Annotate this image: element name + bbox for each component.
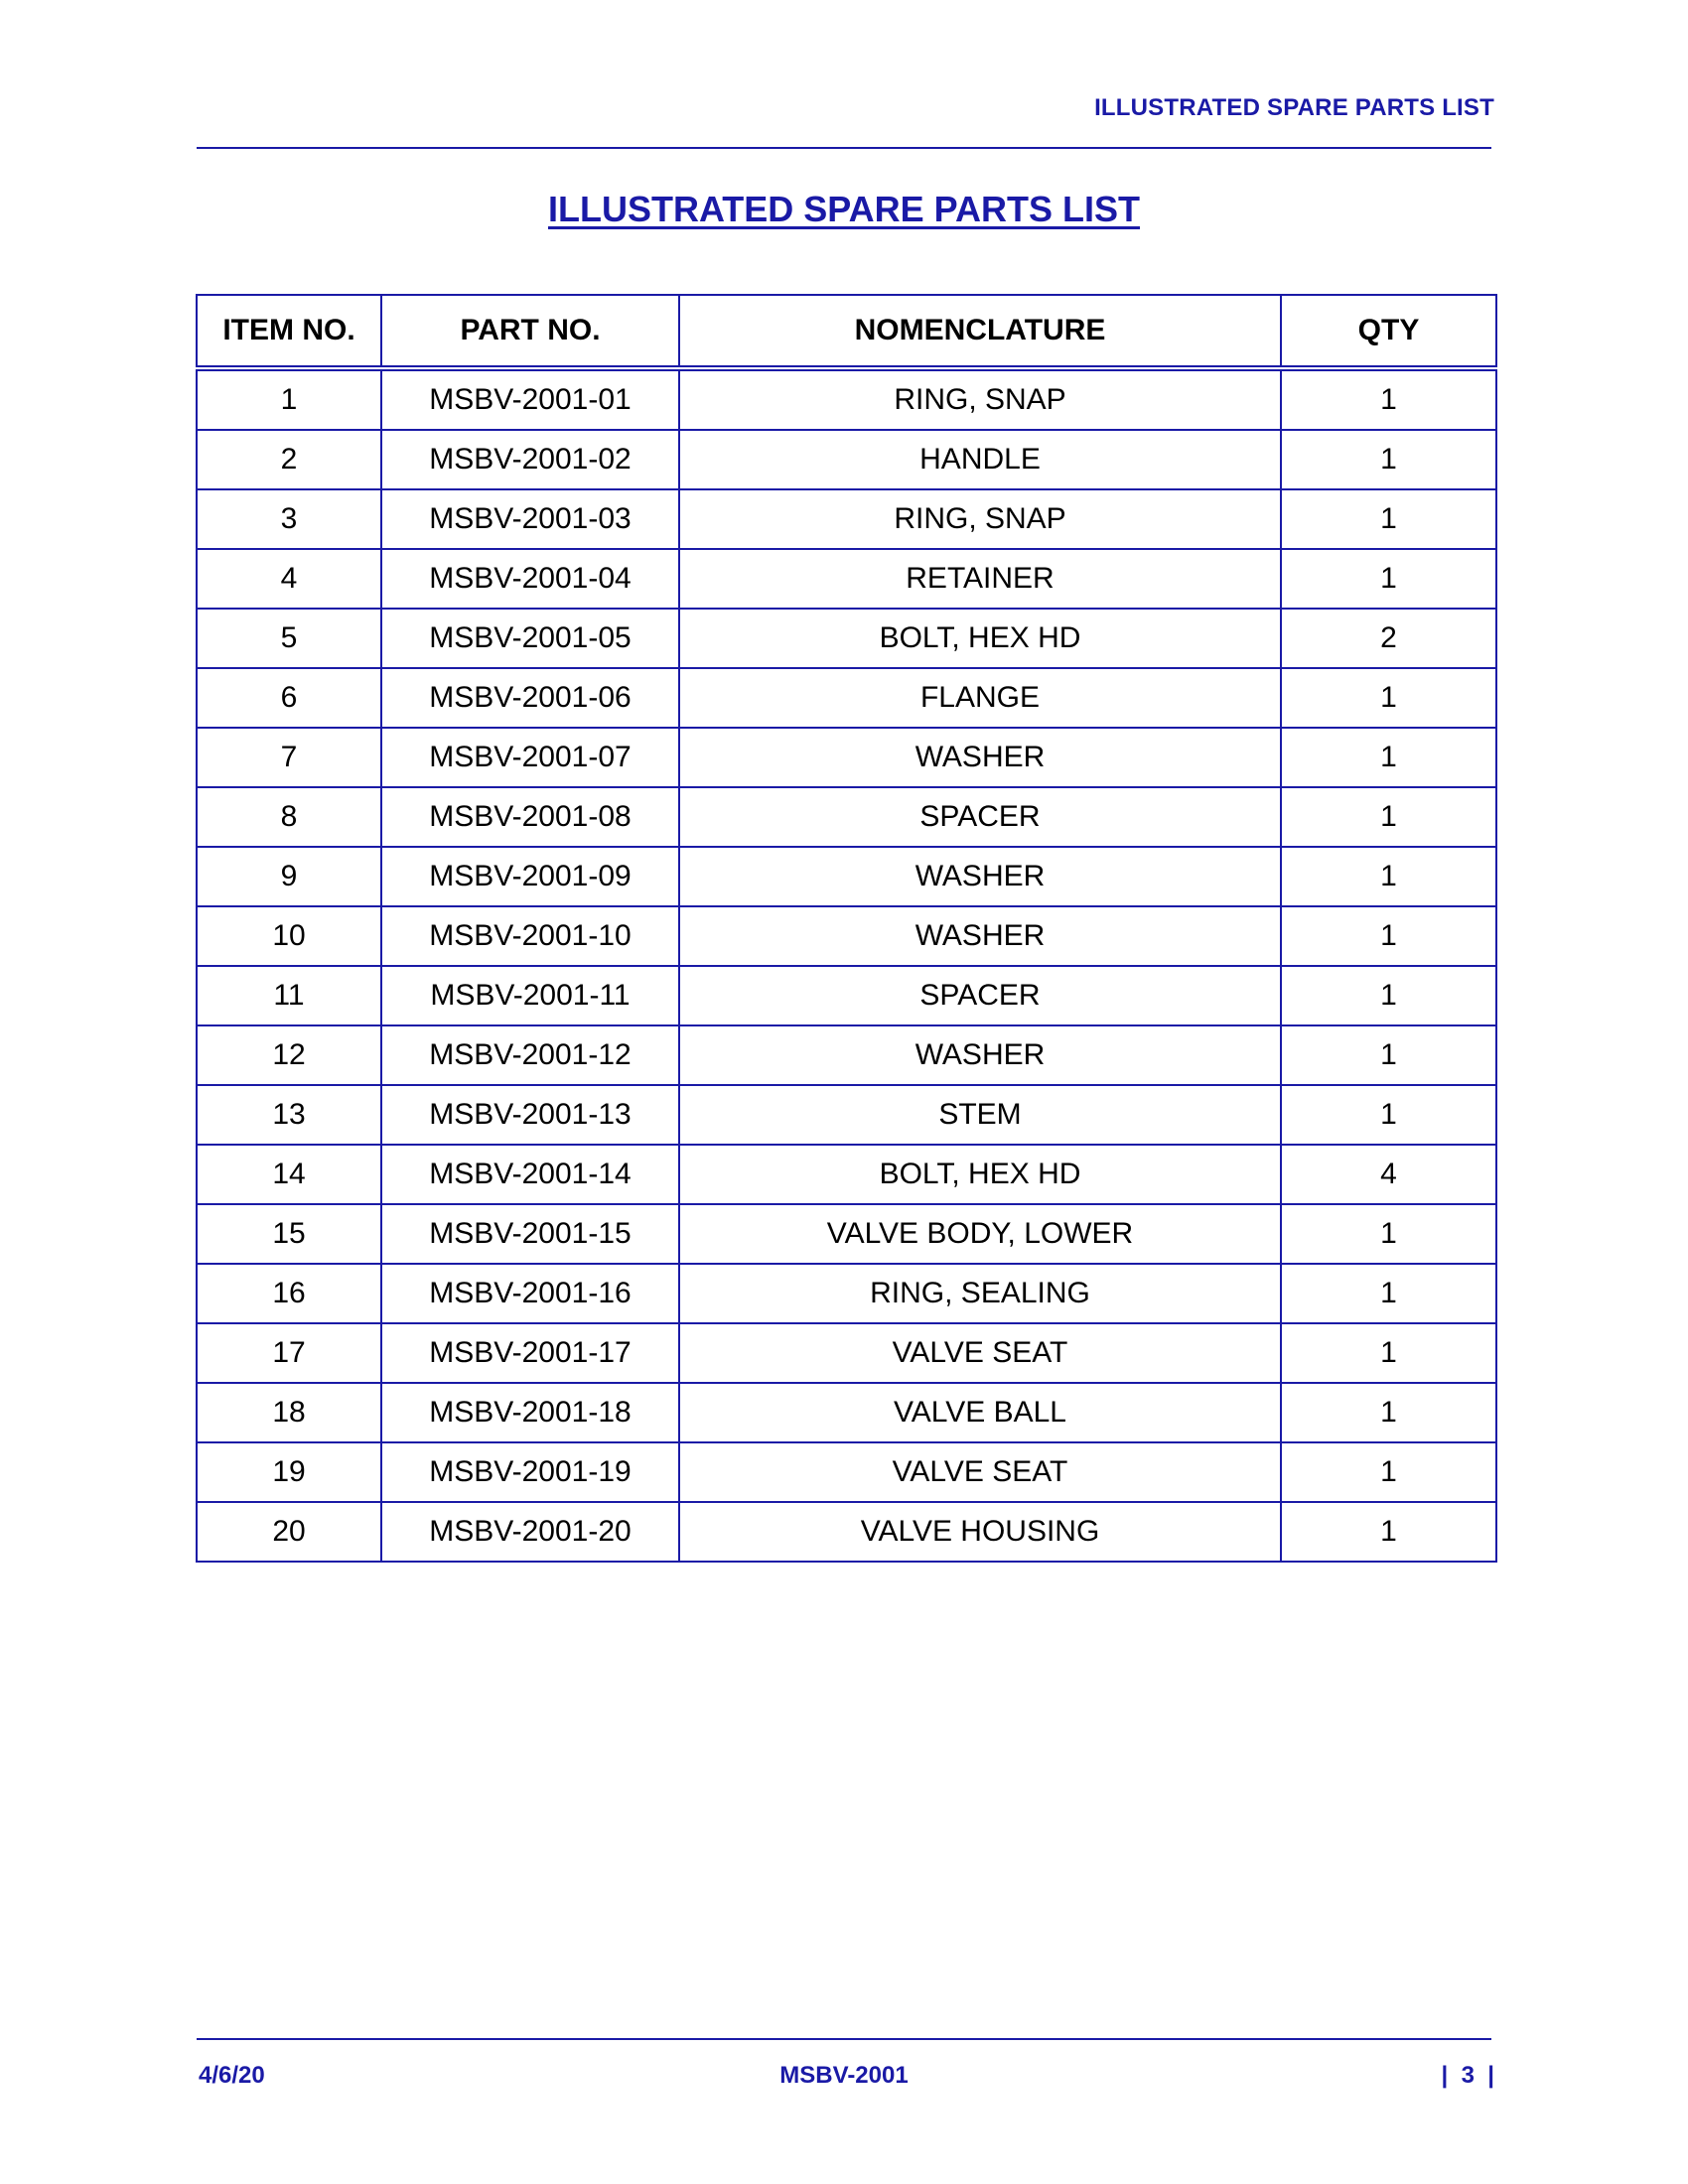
column-header-part-no: PART NO. — [381, 295, 679, 368]
cell-qty: 2 — [1281, 609, 1496, 668]
table-row — [197, 668, 1496, 728]
cell-item-no: 19 — [197, 1442, 381, 1502]
cell-nomenclature: WASHER — [679, 1025, 1281, 1085]
cell-part-no: MSBV-2001-20 — [381, 1502, 679, 1562]
column-header-qty: QTY — [1281, 295, 1496, 368]
cell-qty: 1 — [1281, 368, 1496, 430]
column-header-nomenclature: NOMENCLATURE — [679, 295, 1281, 368]
cell-nomenclature: VALVE SEAT — [679, 1323, 1281, 1383]
table-row — [197, 609, 1496, 668]
cell-item-no: 4 — [197, 549, 381, 609]
table-row — [197, 906, 1496, 966]
cell-nomenclature: BOLT, HEX HD — [679, 1145, 1281, 1204]
table-row — [197, 847, 1496, 906]
table-row — [197, 1323, 1496, 1383]
footer-model-number: MSBV-2001 — [779, 2062, 909, 2089]
cell-nomenclature: HANDLE — [679, 430, 1281, 489]
cell-nomenclature: WASHER — [679, 906, 1281, 966]
cell-nomenclature: STEM — [679, 1085, 1281, 1145]
footer-date: 4/6/20 — [199, 2062, 265, 2089]
cell-qty: 1 — [1281, 1383, 1496, 1442]
cell-nomenclature: FLANGE — [679, 668, 1281, 728]
cell-nomenclature: VALVE BODY, LOWER — [679, 1204, 1281, 1264]
cell-item-no: 18 — [197, 1383, 381, 1442]
table-row — [197, 1383, 1496, 1442]
cell-part-no: MSBV-2001-05 — [381, 609, 679, 668]
table-row — [197, 430, 1496, 489]
cell-item-no: 17 — [197, 1323, 381, 1383]
cell-item-no: 20 — [197, 1502, 381, 1562]
cell-part-no: MSBV-2001-08 — [381, 787, 679, 847]
cell-part-no: MSBV-2001-13 — [381, 1085, 679, 1145]
cell-qty: 1 — [1281, 1442, 1496, 1502]
cell-part-no: MSBV-2001-19 — [381, 1442, 679, 1502]
table-row — [197, 1204, 1496, 1264]
cell-part-no: MSBV-2001-02 — [381, 430, 679, 489]
cell-qty: 1 — [1281, 847, 1496, 906]
spare-parts-table — [196, 294, 1497, 1563]
cell-part-no: MSBV-2001-09 — [381, 847, 679, 906]
cell-nomenclature: VALVE HOUSING — [679, 1502, 1281, 1562]
page-title: ILLUSTRATED SPARE PARTS LIST — [547, 189, 1140, 229]
table-header-row — [197, 295, 1496, 368]
cell-qty: 1 — [1281, 1264, 1496, 1323]
cell-item-no: 3 — [197, 489, 381, 549]
cell-nomenclature: SPACER — [679, 787, 1281, 847]
cell-item-no: 12 — [197, 1025, 381, 1085]
cell-item-no: 7 — [197, 728, 381, 787]
cell-qty: 1 — [1281, 1502, 1496, 1562]
cell-qty: 1 — [1281, 489, 1496, 549]
cell-nomenclature: RING, SEALING — [679, 1264, 1281, 1323]
cell-qty: 1 — [1281, 906, 1496, 966]
cell-item-no: 16 — [197, 1264, 381, 1323]
cell-item-no: 11 — [197, 966, 381, 1025]
table-row — [197, 1502, 1496, 1562]
cell-qty: 1 — [1281, 787, 1496, 847]
cell-part-no: MSBV-2001-04 — [381, 549, 679, 609]
cell-part-no: MSBV-2001-01 — [381, 368, 679, 430]
cell-qty: 1 — [1281, 1204, 1496, 1264]
table-row — [197, 1085, 1496, 1145]
table-body — [197, 368, 1496, 1562]
cell-item-no: 2 — [197, 430, 381, 489]
footer-page-number: | 3 | — [1441, 2062, 1494, 2089]
cell-item-no: 13 — [197, 1085, 381, 1145]
cell-item-no: 10 — [197, 906, 381, 966]
cell-qty: 1 — [1281, 1025, 1496, 1085]
table-row — [197, 1025, 1496, 1085]
table-row — [197, 728, 1496, 787]
cell-qty: 1 — [1281, 1323, 1496, 1383]
table-row — [197, 1442, 1496, 1502]
cell-part-no: MSBV-2001-12 — [381, 1025, 679, 1085]
table-row — [197, 549, 1496, 609]
cell-part-no: MSBV-2001-10 — [381, 906, 679, 966]
cell-qty: 1 — [1281, 549, 1496, 609]
cell-nomenclature: WASHER — [679, 847, 1281, 906]
cell-item-no: 6 — [197, 668, 381, 728]
cell-part-no: MSBV-2001-17 — [381, 1323, 679, 1383]
cell-nomenclature: BOLT, HEX HD — [679, 609, 1281, 668]
cell-nomenclature: VALVE SEAT — [679, 1442, 1281, 1502]
cell-nomenclature: RING, SNAP — [679, 368, 1281, 430]
cell-item-no: 15 — [197, 1204, 381, 1264]
cell-part-no: MSBV-2001-18 — [381, 1383, 679, 1442]
table-row — [197, 1145, 1496, 1204]
cell-nomenclature: WASHER — [679, 728, 1281, 787]
cell-part-no: MSBV-2001-03 — [381, 489, 679, 549]
cell-item-no: 5 — [197, 609, 381, 668]
cell-nomenclature: RETAINER — [679, 549, 1281, 609]
table-row — [197, 489, 1496, 549]
header-divider — [197, 147, 1491, 149]
cell-part-no: MSBV-2001-11 — [381, 966, 679, 1025]
cell-qty: 4 — [1281, 1145, 1496, 1204]
cell-item-no: 14 — [197, 1145, 381, 1204]
table-row — [197, 966, 1496, 1025]
cell-qty: 1 — [1281, 1085, 1496, 1145]
cell-part-no: MSBV-2001-07 — [381, 728, 679, 787]
cell-qty: 1 — [1281, 430, 1496, 489]
cell-item-no: 1 — [197, 368, 381, 430]
cell-nomenclature: VALVE BALL — [679, 1383, 1281, 1442]
cell-qty: 1 — [1281, 668, 1496, 728]
cell-qty: 1 — [1281, 966, 1496, 1025]
cell-part-no: MSBV-2001-14 — [381, 1145, 679, 1204]
cell-part-no: MSBV-2001-06 — [381, 668, 679, 728]
cell-qty: 1 — [1281, 728, 1496, 787]
table-header — [197, 295, 1496, 368]
cell-part-no: MSBV-2001-15 — [381, 1204, 679, 1264]
cell-item-no: 9 — [197, 847, 381, 906]
column-header-item-no: ITEM NO. — [197, 295, 381, 368]
cell-nomenclature: SPACER — [679, 966, 1281, 1025]
cell-part-no: MSBV-2001-16 — [381, 1264, 679, 1323]
table-row — [197, 787, 1496, 847]
cell-nomenclature: RING, SNAP — [679, 489, 1281, 549]
running-header: ILLUSTRATED SPARE PARTS LIST — [1094, 94, 1494, 121]
cell-item-no: 8 — [197, 787, 381, 847]
table-row — [197, 1264, 1496, 1323]
footer-divider — [197, 2038, 1491, 2040]
table-row — [197, 368, 1496, 430]
